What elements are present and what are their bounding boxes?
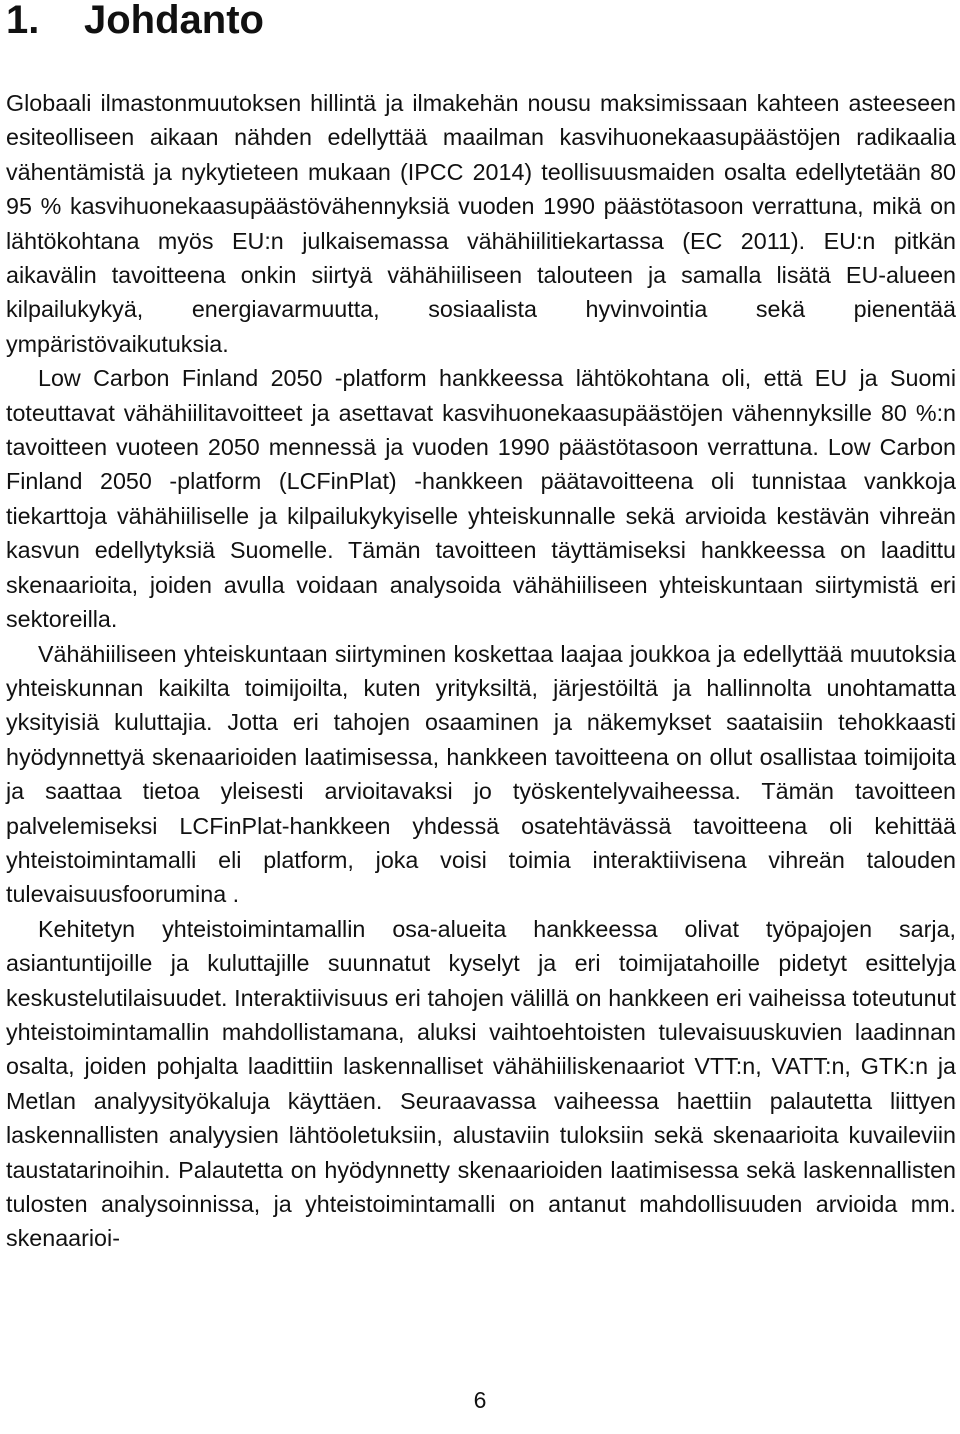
section-title: Johdanto <box>84 0 264 42</box>
body-text <box>6 86 956 1256</box>
paragraph-transition: Vähähiiliseen yhteiskuntaan siirtyminen koskettaa laajaa joukkoa ja edellyttää muutoksia yhteiskunnan kaikilta toimijoilta, kuten yrityksiltä, järjestöiltä ja hallinnolta unohtamatta yksityisiä kuluttajia. Jotta eri tahojen osaaminen ja näkemykset saataisiin tehokkaasti hyödynnettyä skenaarioiden laatimisessa, hankkeen tavoitteena on ollut osallistaa toimijoita ja saattaa tietoa yleisesti arvioitavaksi jo työskentelyvaiheessa. Tämän tavoitteen palvelemiseksi LCFinPlat-hankkeen yhdessä osatehtävässä tavoitteena oli kehittää yhteistoimintamalli eli platform, joka voisi toimia interaktiivisena vihreän talouden tulevaisuusfoorumina . <box>6 640 956 908</box>
section-heading <box>6 0 264 42</box>
paragraph-intro: Globaali ilmastonmuutoksen hillintä ja ilmakehän nousu maksimissaan kahteen asteeseen esiteolliseen aikaan nähden edellyttää maailman kasvihuonekaasupäästöjen radikaalia vähentämistä ja nykytieteen mukaan (IPCC 2014) teollisuusmaiden osalta edellytetään 80 95 % kasvihuonekaasupäästövähennyksiä vuoden 1990 päästötasoon verrattuna, mikä on lähtökohtana myös EU:n julkaisemassa vähähiilitiekartassa (EC 2011). EU:n pitkän aikavälin tavoitteena onkin siirtyä vähähiiliseen talouteen ja samalla lisätä EU-alueen kilpailukykyä, energiavarmuutta, sosiaalista hyvinvointia sekä pienentää ympäristövaikutuksia. <box>6 90 956 357</box>
section-number: 1. <box>6 0 40 42</box>
paragraph-low-carbon-finland: Low Carbon Finland 2050 -platform hankkeessa lähtökohtana oli, että EU ja Suomi toteuttavat vähähiilitavoitteet ja asettavat kasvihuonekaasupäästöjen vähennyksille 80 %:n tavoitteen vuoteen 2050 mennessä ja vuoden 1990 päästötasoon verrattuna. Low Carbon Finland 2050 -platform (LCFinPlat) -hankkeen päätavoitteena oli tunnistaa vankkoja tiekarttoja vähähiiliselle ja kilpailukykyiselle yhteiskunnalle sekä arvioida kestävän vihreän kasvun edellytyksiä Suomelle. Tämän tavoitteen täyttämiseksi hankkeessa on laadittu skenaarioita, joiden avulla voidaan analysoida vähähiiliseen yhteiskuntaan siirtymistä eri sektoreilla. <box>6 365 956 633</box>
page-number: 6 <box>473 1387 487 1413</box>
paragraph-cooperation-model: Kehitetyn yhteistoimintamallin osa-alueita hankkeessa olivat työpajojen sarja, asiantuntijoille ja kuluttajille suunnatut kyselyt ja eri toimijatahoille pidetyt esittelyja keskustelutilaisuudet. Interaktiivisuus eri tahojen välillä on hankkeen eri vaiheissa toteutunut yhteistoimintamallin mahdollistamana, aluksi vaihtoehtoisten tulevaisuuskuvien laadinnan osalta, joiden pohjalta laadittiin laskennalliset vähähiiliskenaariot VTT:n, VATT:n, GTK:n ja Metlan analyysityökaluja käyttäen. Seuraavassa vaiheessa haettiin palautetta liittyen laskennallisten analyysien lähtöoletuksiin, alustaviin tuloksiin sekä skenaarioita kuvaileviin taustatarinoihin. Palautetta on hyödynnetty skenaarioiden laatimisessa sekä laskennallisten tulosten analysoinnissa, ja yhteistoimintamalli on antanut mahdollisuuden arvioida mm. skenaarioi- <box>6 915 956 1252</box>
